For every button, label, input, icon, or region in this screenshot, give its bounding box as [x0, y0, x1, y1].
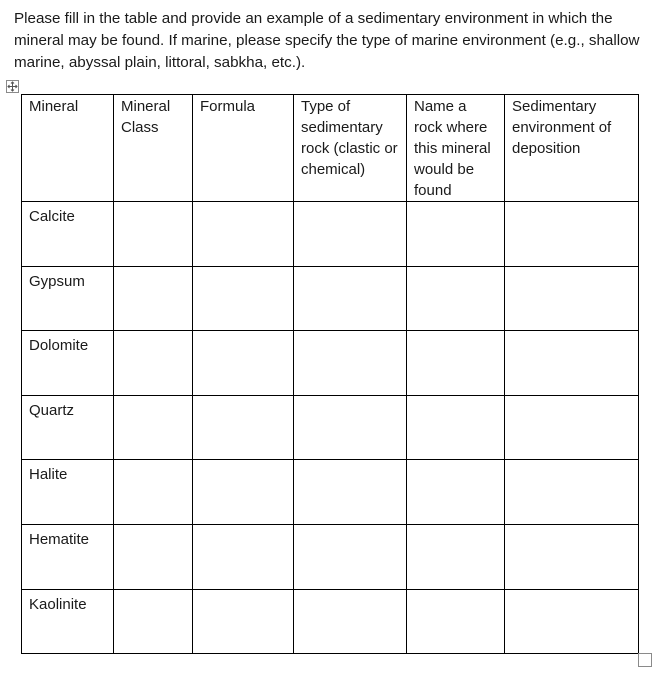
mineral-cell[interactable]: Halite	[22, 460, 114, 525]
rock-name-cell[interactable]	[407, 202, 505, 267]
header-mineral-class[interactable]: Mineral Class	[114, 95, 193, 202]
mineral-class-cell[interactable]	[114, 395, 193, 460]
formula-cell[interactable]	[193, 202, 294, 267]
formula-cell[interactable]	[193, 331, 294, 396]
header-mineral[interactable]: Mineral	[22, 95, 114, 202]
formula-cell[interactable]	[193, 460, 294, 525]
table-move-icon[interactable]	[6, 80, 19, 93]
rock-name-cell[interactable]	[407, 460, 505, 525]
rock-type-cell[interactable]	[294, 202, 407, 267]
mineral-cell[interactable]: Dolomite	[22, 331, 114, 396]
mineral-table	[21, 94, 639, 654]
header-environment[interactable]: Sedimentary environment of deposition	[505, 95, 639, 202]
environment-cell[interactable]	[505, 524, 639, 589]
environment-cell[interactable]	[505, 331, 639, 396]
header-rock-name[interactable]: Name a rock where this mineral would be found	[407, 95, 505, 202]
instructions-text: Please fill in the table and provide an example of a sedimentary environment in which the mineral may be found. If marine, please specify the type of marine environment (e.g., shallow marine, abyssal plain, littoral, sabkha, etc.).	[14, 10, 640, 71]
table-row	[22, 266, 639, 331]
rock-name-cell[interactable]	[407, 266, 505, 331]
mineral-cell[interactable]: Gypsum	[22, 266, 114, 331]
table-row	[22, 395, 639, 460]
table-resize-icon[interactable]	[638, 653, 652, 667]
formula-cell[interactable]	[193, 524, 294, 589]
environment-cell[interactable]	[505, 266, 639, 331]
formula-cell[interactable]	[193, 395, 294, 460]
rock-name-cell[interactable]	[407, 524, 505, 589]
rock-type-cell[interactable]	[294, 460, 407, 525]
environment-cell[interactable]	[505, 589, 639, 654]
mineral-class-cell[interactable]	[114, 589, 193, 654]
mineral-cell[interactable]: Hematite	[22, 524, 114, 589]
table-row	[22, 331, 639, 396]
header-rock-type[interactable]: Type of sedimentary rock (clastic or chemical)	[294, 95, 407, 202]
formula-cell[interactable]	[193, 266, 294, 331]
mineral-class-cell[interactable]	[114, 331, 193, 396]
rock-type-cell[interactable]	[294, 589, 407, 654]
formula-cell[interactable]	[193, 589, 294, 654]
table-row	[22, 589, 639, 654]
mineral-class-cell[interactable]	[114, 202, 193, 267]
rock-name-cell[interactable]	[407, 395, 505, 460]
mineral-cell[interactable]: Calcite	[22, 202, 114, 267]
mineral-cell[interactable]: Quartz	[22, 395, 114, 460]
rock-type-cell[interactable]	[294, 395, 407, 460]
table-row	[22, 460, 639, 525]
rock-name-cell[interactable]	[407, 331, 505, 396]
environment-cell[interactable]	[505, 460, 639, 525]
table-row	[22, 202, 639, 267]
table-header-row	[22, 95, 639, 202]
environment-cell[interactable]	[505, 395, 639, 460]
mineral-class-cell[interactable]	[114, 266, 193, 331]
header-formula[interactable]: Formula	[193, 95, 294, 202]
rock-type-cell[interactable]	[294, 524, 407, 589]
rock-name-cell[interactable]	[407, 589, 505, 654]
rock-type-cell[interactable]	[294, 331, 407, 396]
environment-cell[interactable]	[505, 202, 639, 267]
table-row	[22, 524, 639, 589]
mineral-class-cell[interactable]	[114, 524, 193, 589]
mineral-class-cell[interactable]	[114, 460, 193, 525]
mineral-cell[interactable]: Kaolinite	[22, 589, 114, 654]
rock-type-cell[interactable]	[294, 266, 407, 331]
